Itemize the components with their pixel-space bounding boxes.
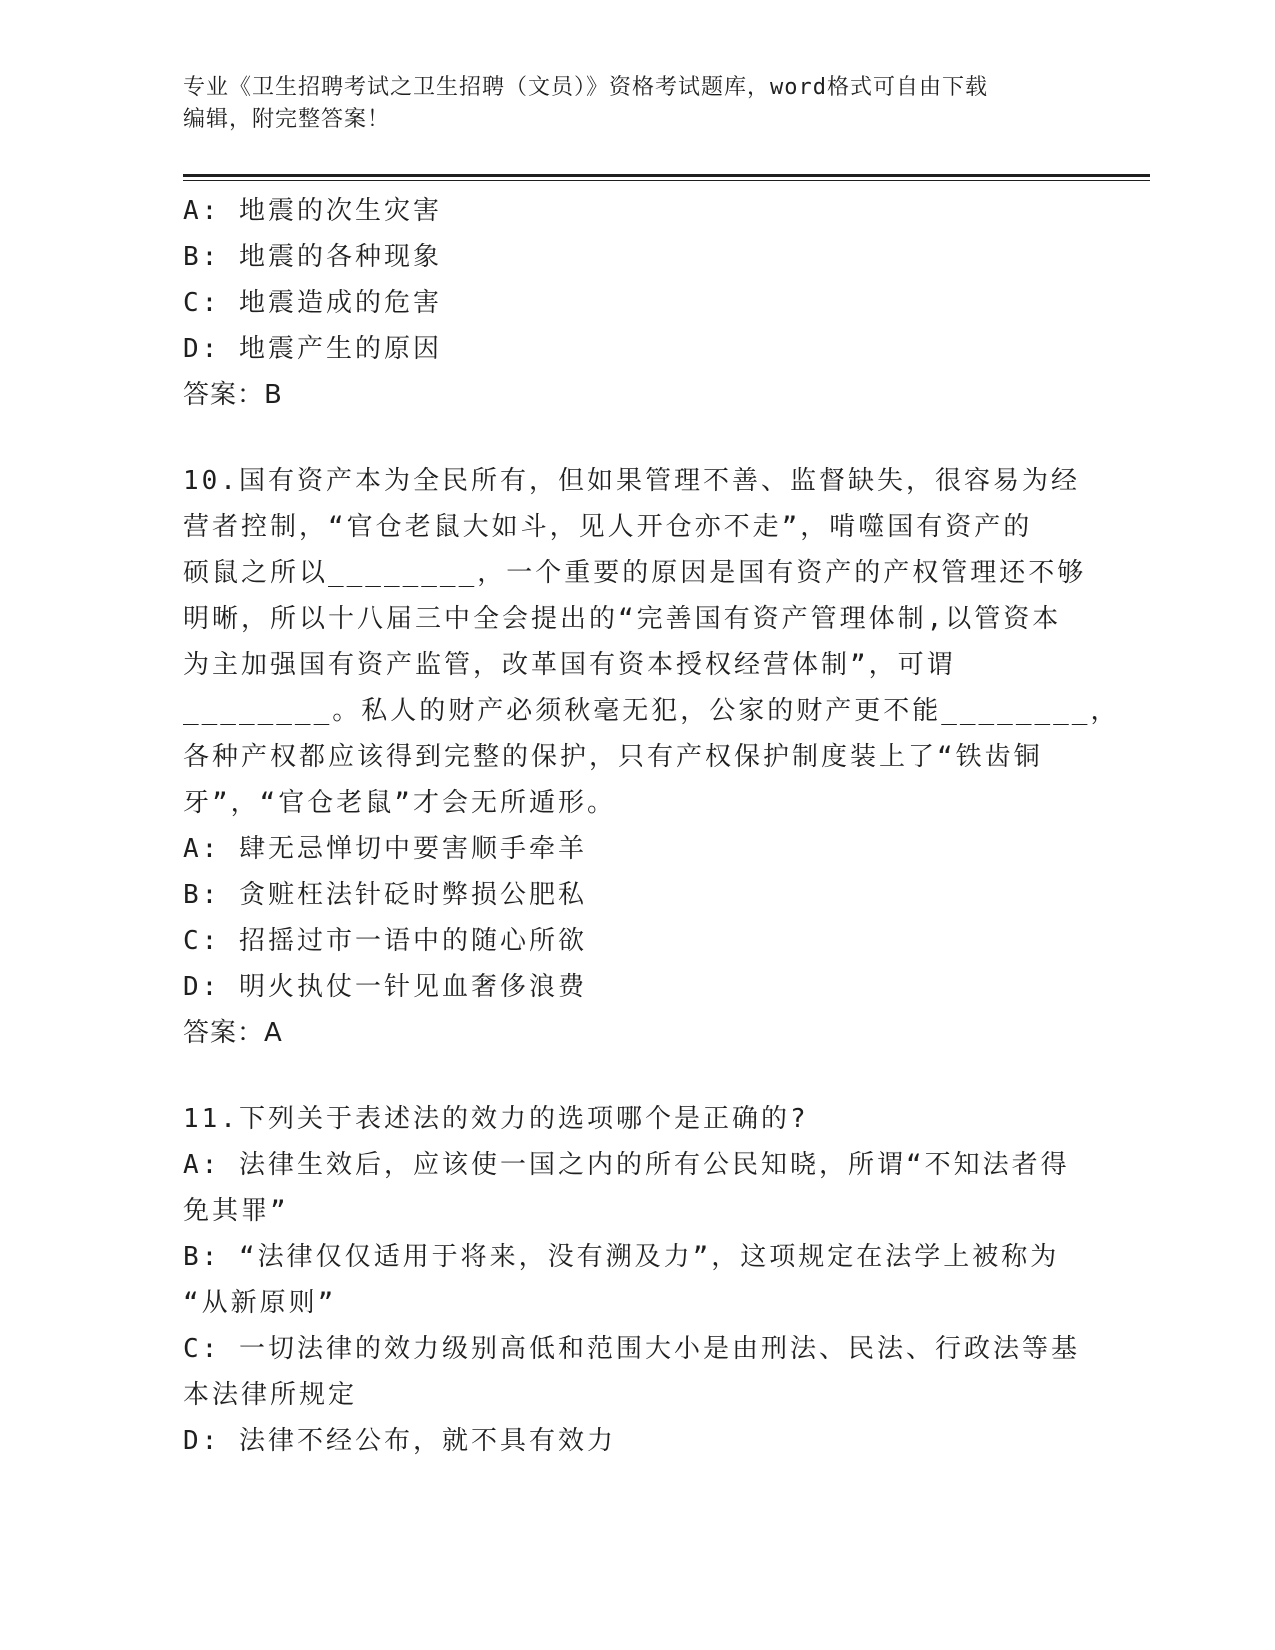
answer-label: 答案：A — [183, 1018, 283, 1048]
option-a: A: 法律生效后，应该使一国之内的所有公民知晓，所谓“不知法者得 — [183, 1150, 1070, 1180]
question-content — [183, 188, 1120, 1464]
option-a: A: 肆无忌惮切中要害顺手牵羊 — [183, 834, 587, 864]
header-divider-thick — [183, 174, 1150, 177]
question-stem-line: 为主加强国有资产监管，改革国有资本授权经营体制”，可谓 — [183, 650, 956, 680]
option-a: A: 地震的次生灾害 — [183, 196, 442, 226]
question-stem-line: 11.下列关于表述法的效力的选项哪个是正确的? — [183, 1104, 809, 1134]
question-9 — [183, 188, 1083, 418]
option-b-continued: “从新原则” — [183, 1288, 337, 1318]
document-header — [183, 72, 1063, 136]
option-c: C: 招摇过市一语中的随心所欲 — [183, 926, 587, 956]
question-stem-line: 明晰，所以十八届三中全会提出的“完善国有资产管理体制,以管资本 — [183, 604, 1062, 634]
answer-label: 答案：B — [183, 380, 283, 410]
header-line: 专业《卫生招聘考试之卫生招聘（文员）》资格考试题库，word格式可自由下载 — [183, 75, 988, 100]
option-d: D: 法律不经公布，就不具有效力 — [183, 1426, 616, 1456]
option-a-continued: 免其罪” — [183, 1196, 289, 1226]
header-line: 编辑，附完整答案！ — [183, 107, 391, 132]
option-d: D: 明火执仗一针见血奢侈浪费 — [183, 972, 587, 1002]
question-stem-line: ________。私人的财产必须秋毫无犯，公家的财产更不能________， — [183, 696, 1120, 726]
header-divider-thin — [183, 180, 1150, 181]
question-stem-line: 各种产权都应该得到完整的保护，只有产权保护制度装上了“铁齿铜 — [183, 742, 1043, 772]
option-b: B: 地震的各种现象 — [183, 242, 442, 272]
question-10 — [183, 458, 1120, 1056]
question-spacer — [183, 1056, 1083, 1096]
question-spacer — [183, 418, 1083, 458]
option-b: B: 贪赃枉法针砭时弊损公肥私 — [183, 880, 587, 910]
option-c: C: 地震造成的危害 — [183, 288, 442, 318]
option-d: D: 地震产生的原因 — [183, 334, 442, 364]
option-b: B: “法律仅仅适用于将来，没有溯及力”，这项规定在法学上被称为 — [183, 1242, 1060, 1272]
question-stem-line: 营者控制，“官仓老鼠大如斗，见人开仓亦不走”，啃噬国有资产的 — [183, 512, 1033, 542]
question-stem-line: 10.国有资产本为全民所有，但如果管理不善、监督缺失，很容易为经 — [183, 466, 1080, 496]
option-c: C: 一切法律的效力级别高低和范围大小是由刑法、民法、行政法等基 — [183, 1334, 1080, 1364]
question-stem-line: 硕鼠之所以________，一个重要的原因是国有资产的产权管理还不够 — [183, 558, 1087, 588]
option-c-continued: 本法律所规定 — [183, 1380, 358, 1410]
question-stem-line: 牙”，“官仓老鼠”才会无所遁形。 — [183, 788, 616, 818]
question-11 — [183, 1096, 1083, 1464]
